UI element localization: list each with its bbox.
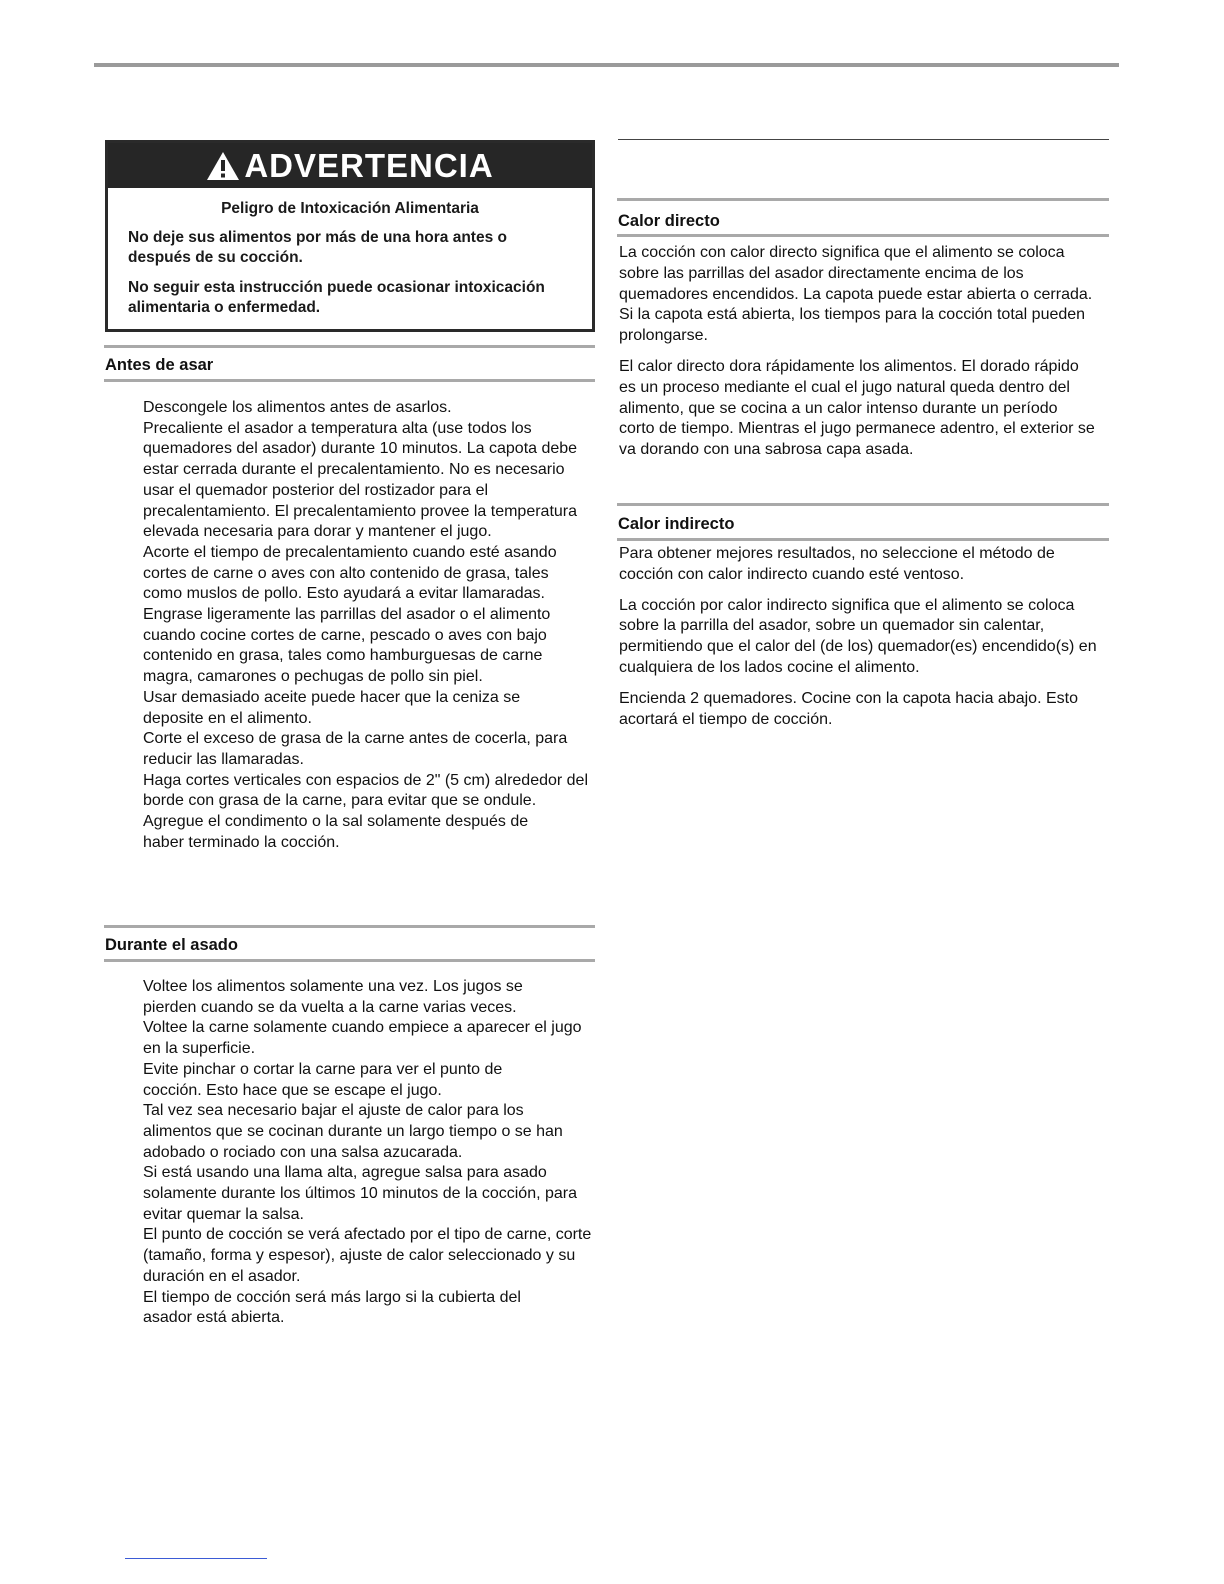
section-header-direct bbox=[617, 198, 1109, 237]
warning-title: ADVERTENCIA bbox=[244, 146, 494, 184]
section-title: Calor indirecto bbox=[618, 515, 735, 533]
list-item: Evite pinchar o cortar la carne para ver el punto de cocción. Esto hace que se escape el jugo. bbox=[143, 1060, 503, 1099]
warning-triangle-icon bbox=[206, 151, 240, 181]
warning-line: No deje sus alimentos por más de una hora antes o después de su cocción. bbox=[128, 229, 507, 266]
section-title: Calor directo bbox=[618, 212, 720, 230]
paragraph: La cocción por calor indirecto significa que el alimento se coloca sobre la parrilla del asador, sobre un quemador sin calentar, permitiendo que el calor del (de los) quemador(es) encendido(s) en cualquiera de los lados cocine el alimento. bbox=[619, 596, 1097, 676]
list-item: El tiempo de cocción será más largo si la cubierta del asador está abierta. bbox=[143, 1288, 521, 1327]
warning-subtitle: Peligro de Intoxicación Alimentaria bbox=[221, 200, 479, 217]
section-title: Durante el asado bbox=[105, 936, 238, 954]
list-item: Engrase ligeramente las parrillas del asador o el alimento cuando cocine cortes de carne, pescado o aves con bajo contenido en grasa, tales como hamburguesas de carne magra, camarones o pechugas de pollo sin piel. bbox=[143, 606, 551, 686]
list-item: Descongele los alimentos antes de asarlos. bbox=[143, 399, 452, 416]
list-item: Agregue el condimento o la sal solamente después de haber terminado la cocción. bbox=[143, 813, 529, 851]
paragraph: Para obtener mejores resultados, no seleccione el método de cocción con calor indirecto cuando esté ventoso. bbox=[619, 545, 1055, 583]
warning-box bbox=[105, 140, 595, 332]
paragraph: Encienda 2 quemadores. Cocine con la capota hacia abajo. Esto acortará el tiempo de cocción. bbox=[619, 689, 1078, 728]
list-item: Usar demasiado aceite puede hacer que la ceniza se deposite en el alimento. bbox=[143, 688, 521, 727]
list-item: Voltee los alimentos solamente una vez. Los jugos se pierden cuando se da vuelta a la carne varias veces. bbox=[143, 978, 523, 1016]
top-rule bbox=[94, 63, 1119, 67]
section-header-indirect bbox=[617, 503, 1109, 541]
section-title: Antes de asar bbox=[105, 356, 214, 374]
list-item: Corte el exceso de grasa de la carne antes de cocerla, para reducir las llamaradas. bbox=[143, 730, 568, 768]
list-item: Tal vez sea necesario bajar el ajuste de calor para los alimentos que se cocinan durante un largo tiempo o se han adobado o rociado con una salsa azucarada. bbox=[143, 1102, 563, 1161]
list-item: Voltee la carne solamente cuando empiece a aparecer el jugo en la superficie. bbox=[143, 1019, 582, 1058]
paragraph: La cocción con calor directo significa que el alimento se coloca sobre las parrillas del asador directamente encima de los quemadores encendidos. La capota puede estar abierta o cerrada. Si la capota está abierta, los tiempos para la cocción total pueden prolongarse. bbox=[619, 244, 1093, 345]
warning-header bbox=[108, 143, 592, 188]
column-rule bbox=[618, 139, 1109, 140]
before-list bbox=[143, 398, 598, 853]
indirect-text bbox=[619, 544, 1109, 740]
direct-text bbox=[619, 243, 1109, 471]
list-item: Acorte el tiempo de precalentamiento cuando esté asando cortes de carne o aves con alto contenido de grasa, tales como muslos de pollo. Esto ayudará a evitar llamaradas. bbox=[143, 543, 557, 603]
list-item: Si está usando una llama alta, agregue salsa para asado solamente durante los últimos 10 minutos de la cocción, para evitar quemar la salsa. bbox=[143, 1164, 578, 1223]
warning-line: No seguir esta instrucción puede ocasionar intoxicación alimentaria o enfermedad. bbox=[128, 279, 545, 316]
paragraph: El calor directo dora rápidamente los alimentos. El dorado rápido es un proceso mediante el cual el jugo natural queda dentro del alimento, que se cocina a un calor intenso durante un período corto de tiempo. Mientras el jugo permanece adentro, el exterior se va dorando con una sabrosa capa asada. bbox=[619, 357, 1095, 459]
warning-body bbox=[108, 188, 592, 318]
list-item: El punto de cocción se verá afectado por el tipo de carne, corte (tamaño, forma y espesor), ajuste de calor seleccionado y su duración en el asador. bbox=[143, 1226, 592, 1285]
section-header-before bbox=[104, 345, 595, 382]
footer-link-line bbox=[125, 1558, 267, 1559]
during-list bbox=[143, 977, 598, 1329]
section-header-during bbox=[104, 925, 595, 962]
list-item: Haga cortes verticales con espacios de 2" (5 cm) alrededor del borde con grasa de la carne, para evitar que se ondule. bbox=[143, 771, 589, 810]
list-item: Precaliente el asador a temperatura alta (use todos los quemadores del asador) durante 10 minutos. La capota debe estar cerrada durante el precalentamiento. No es necesario usar el quemador posterior del rostizador para el precalentamiento. El precalentamiento provee la temperatura elevada necesaria para dorar y mantener el jugo. bbox=[143, 419, 578, 541]
